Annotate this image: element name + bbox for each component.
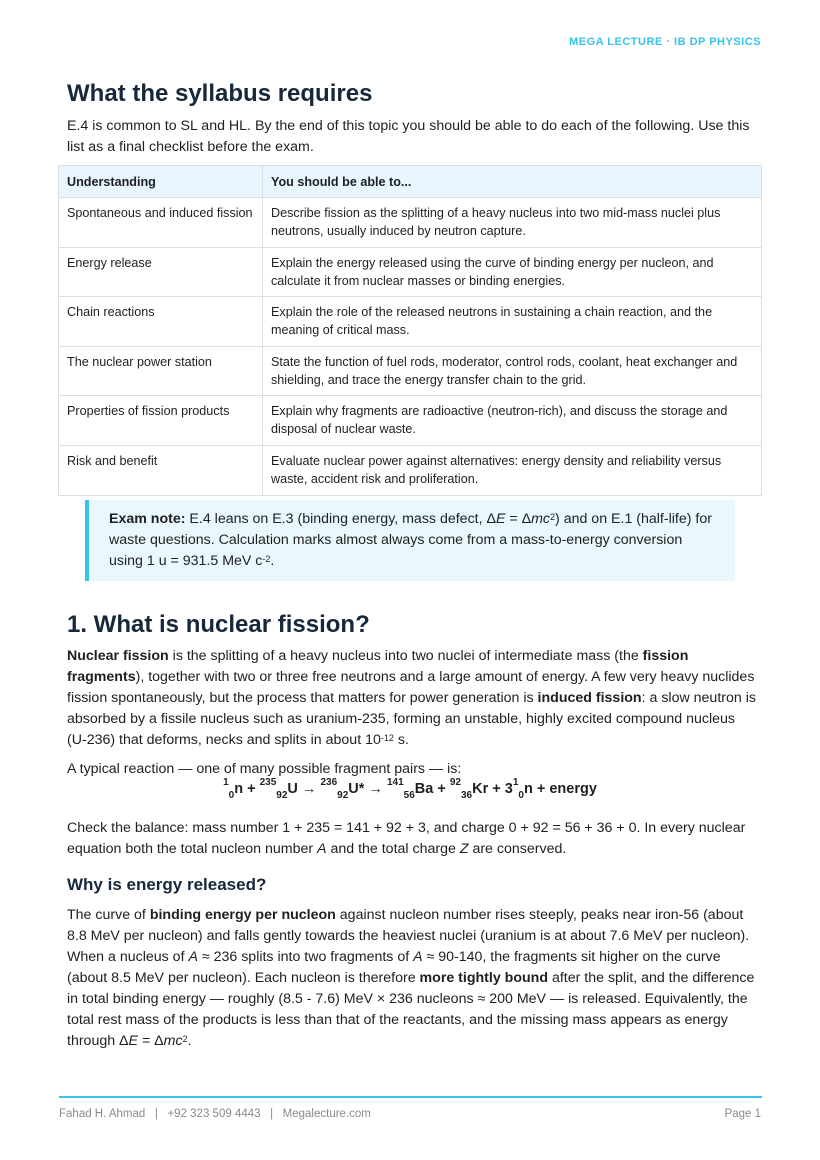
paragraph-text: . [187, 1033, 192, 1049]
note-text: . [270, 553, 275, 569]
bold-term: binding energy per nucleon [149, 907, 336, 923]
table-cell-requirement: Explain the role of the released neutrons in sustaining a chain reaction, and the meaning of critical mass. [263, 297, 762, 347]
paragraph-text: are conserved. [468, 841, 567, 857]
table-cell-understanding: Chain reactions [59, 297, 263, 347]
fission-equation [0, 777, 820, 801]
conservation-paragraph [67, 818, 757, 860]
paragraph-text: ≈ 90-140, the fragments sit higher on the curve (about 8.5 MeV per nucleon). Each nucleon is therefore [67, 949, 721, 986]
operator: → [297, 781, 321, 797]
superscript: 2 [182, 1034, 188, 1044]
table-row [59, 445, 762, 495]
atomic-number: 36 [460, 790, 473, 801]
table-row [59, 346, 762, 396]
table-row [59, 297, 762, 347]
operator: + energy [532, 781, 597, 797]
bold-term: more tightly bound [419, 970, 549, 986]
note-superscript: -2 [262, 554, 271, 564]
note-text: mc [531, 511, 551, 527]
note-text: ) and on E.1 (half-life) for waste questions. Calculation marks almost always come from a mass-to-energy conversion using 1 u = 931.5 MeV c [109, 511, 712, 569]
nuclide-symbol: n [523, 781, 533, 797]
paragraph-text: against nucleon number rises steeply, peaks near iron-56 (about 8.8 MeV per nucleon) and falls gently towards the heaviest nuclei (uranium is at about 7.6 MeV per nucleon). When a nucleus of [67, 907, 750, 965]
italic-symbol: mc [163, 1033, 183, 1049]
atomic-number: 92 [337, 790, 349, 801]
paragraph-text: The curve of [67, 907, 150, 923]
footer-divider [59, 1096, 762, 1098]
italic-symbol: A [188, 949, 198, 965]
atomic-number: 0 [228, 790, 235, 801]
operator: + 3 [488, 781, 513, 797]
table-header-row [59, 166, 762, 198]
paragraph-text: = Δ [138, 1033, 164, 1049]
atomic-number: 0 [518, 790, 524, 801]
running-header: MEGA LECTURE · IB DP PHYSICS [569, 36, 761, 48]
table-cell-requirement: Describe fission as the splitting of a heavy nucleus into two mid-mass nuclei plus neutrons, usually induced by neutron capture. [263, 198, 762, 248]
italic-symbol: E [128, 1033, 139, 1049]
table-row [59, 396, 762, 446]
mass-number: 141 [386, 777, 404, 788]
reaction-intro: A typical reaction — one of many possible fragment pairs — is: [67, 761, 462, 777]
table-cell-requirement: Explain the energy released using the curve of binding energy per nucleon, and calculate it from nuclear masses or binding energies. [263, 247, 762, 297]
table-cell-requirement: Explain why fragments are radioactive (neutron-rich), and discuss the storage and disposal of nuclear waste. [263, 396, 762, 446]
operator: → [364, 781, 387, 797]
fission-definition-paragraph [67, 646, 757, 751]
note-text: = Δ [505, 511, 532, 527]
syllabus-intro: E.4 is common to SL and HL. By the end of this topic you should be able to do each of the following. Use this list as a final checklist before the exam. [67, 118, 750, 155]
note-text: E [495, 511, 506, 527]
exam-note-callout [85, 500, 735, 581]
section-title-fission: 1. What is nuclear fission? [67, 611, 370, 638]
table-cell-understanding: Risk and benefit [59, 445, 263, 495]
italic-symbol: Z [459, 841, 469, 857]
table-cell-requirement: Evaluate nuclear power against alternatives: energy density and reliability versus waste, accident risk and proliferation. [263, 445, 762, 495]
table-cell-understanding: The nuclear power station [59, 346, 263, 396]
paragraph-text: and the total charge [326, 841, 460, 857]
note-superscript: 2 [550, 512, 556, 522]
table-row [59, 198, 762, 248]
bold-term: Nuclear fission [67, 648, 169, 664]
paragraph-text: ), together with two or three free neutrons and a large amount of energy. A few very heavy nuclides fission spontaneously, but the process that matters for power generation is [67, 669, 755, 706]
paragraph-text: after the split, and the difference in total binding energy — roughly (8.5 - 7.6) MeV × 236 nucleons ≈ 200 MeV — is released. Equivalently, the total rest mass of the products is less than that of the reactants, and the missing mass appears as energy through Δ [67, 970, 755, 1049]
column-header-able-to: You should be able to... [263, 166, 762, 198]
mass-number: 92 [449, 777, 461, 788]
italic-symbol: A [413, 949, 423, 965]
nuclide-symbol: U* [348, 781, 365, 797]
energy-release-paragraph [67, 905, 757, 1052]
atomic-number: 56 [403, 790, 415, 801]
note-text: E.4 leans on E.3 (binding energy, mass defect, Δ [185, 511, 496, 527]
table-cell-understanding: Energy release [59, 247, 263, 297]
mass-number: 1 [512, 777, 519, 788]
column-header-understanding: Understanding [59, 166, 263, 198]
table-cell-understanding: Spontaneous and induced fission [59, 198, 263, 248]
nuclide-symbol: n [234, 781, 244, 797]
exam-note-label: Exam note: [109, 511, 186, 527]
page-number: Page 1 [724, 1108, 761, 1120]
operator: + [433, 781, 450, 797]
atomic-number: 92 [276, 790, 288, 801]
paragraph-text: is the splitting of a heavy nucleus into two nuclei of intermediate mass (the [168, 648, 643, 664]
paragraph-text: ≈ 236 splits into two fragments of [197, 949, 414, 965]
nuclide-symbol: U [287, 781, 298, 797]
table-cell-requirement: State the function of fuel rods, moderator, control rods, coolant, heat exchanger and shielding, and trace the energy transfer chain to the grid. [263, 346, 762, 396]
paragraph-text: s. [393, 732, 409, 748]
subsection-title-energy: Why is energy released? [67, 875, 267, 894]
section-title-syllabus: What the syllabus requires [67, 80, 373, 107]
bold-term: fission fragments [67, 648, 689, 685]
operator: + [243, 781, 260, 797]
footer-contact: Fahad H. Ahmad | +92 323 509 4443 | Megalecture.com [59, 1108, 371, 1120]
bold-term: induced fission [537, 690, 642, 706]
table-row [59, 247, 762, 297]
italic-symbol: A [317, 841, 327, 857]
superscript: -12 [380, 733, 394, 743]
nuclide-symbol: Ba [414, 781, 434, 797]
paragraph-text: : a slow neutron is absorbed by a fissile nucleus such as uranium-235, forming an unstable, highly excited compound nucleus (U-236) that deforms, necks and splits in about 10 [67, 690, 756, 748]
paragraph-text: Check the balance: mass number 1 + 235 = 141 + 92 + 3, and charge 0 + 92 = 56 + 36 + 0. In every nuclear equation both the total nucleon number [67, 820, 746, 857]
mass-number: 236 [320, 777, 338, 788]
mass-number: 235 [259, 777, 277, 788]
syllabus-table [58, 165, 762, 496]
mass-number: 1 [223, 777, 229, 788]
nuclide-symbol: Kr [472, 781, 489, 797]
table-cell-understanding: Properties of fission products [59, 396, 263, 446]
